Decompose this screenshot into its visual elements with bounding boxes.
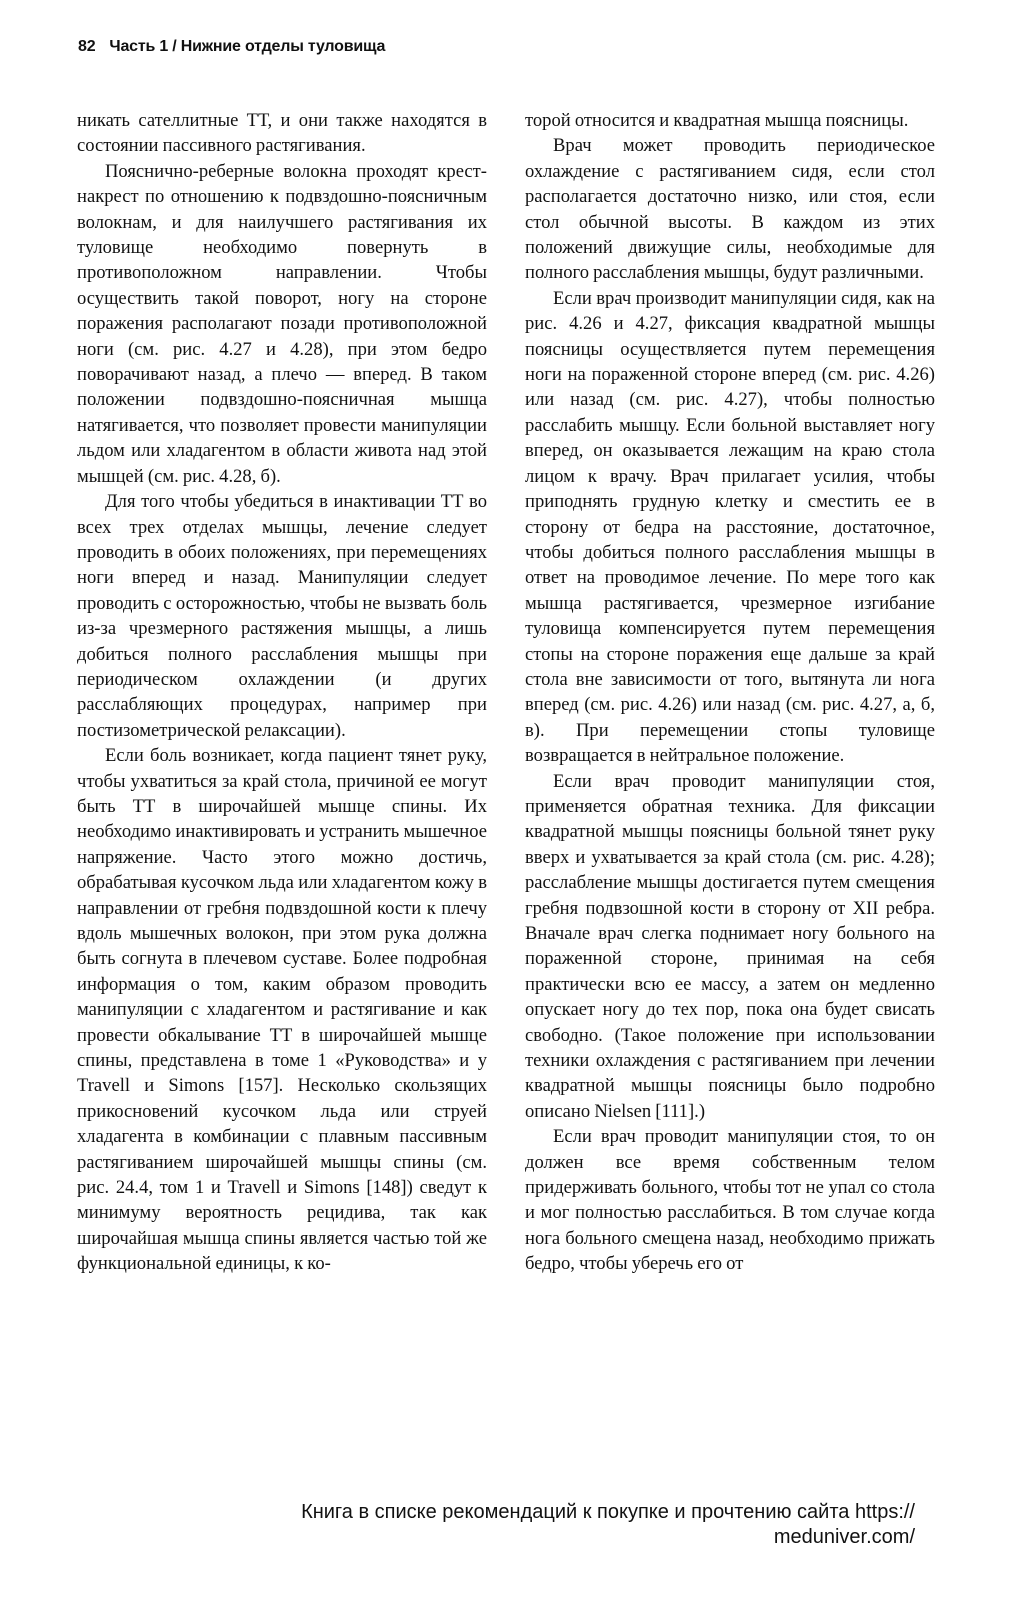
paragraph: торой относится и квадратная мышца поясницы. [525,110,909,131]
page-number: 82 [78,38,96,55]
paragraph: никать сателлитные ТТ, и они также находятся в состоянии пассивного растягивания. [77,110,487,157]
paragraph: Если врач проводит манипуляции стоя, то он должен все время собственным телом придерживать больного, чтобы тот не упал со стола и мог полностью расслабиться. В том случае когда нога больного смещена назад, необходимо прижать бедро, чтобы уберечь его от [525,1126,935,1275]
running-title: Часть 1 / Нижние отделы туловища [109,38,386,55]
right-column [525,108,935,1277]
paragraph: Если врач проводит манипуляции стоя, применяется обратная техника. Для фиксации квадратной мышцы поясницы больной тянет руку вверх и ухватывается за край стола (см. рис. 4.28); расслабление мышцы достигается путем смещения гребня подвзошной кости в сторону от XII ребра. Вначале врач слегка поднимает ногу больного на пораженной стороне, принимая на себя практически всю ее массу, а затем он медленно опускает ногу до тех пор, пока она будет свисать свободно. (Такое положение при использовании техники охлаждения с растягиванием при лечении квадратной мышцы поясницы было подробно описано Nielsen [111].) [525,770,935,1122]
paragraph: Для того чтобы убедиться в инактивации ТТ во всех трех отделах мышцы, лечение следует проводить в обоих положениях, при перемещениях ноги вперед и назад. Манипуляции следует проводить с осторожностью, чтобы не вызвать боль из-за чрезмерного растяжения мышцы, а лишь добиться полного расслабления мышцы при периодическом охлаждении (и других расслабляющих процедурах, например при постизометрической релаксации). [77,491,487,741]
paragraph: Врач может проводить периодическое охлаждение с растягиванием сидя, если стол располагается достаточно низко, или стоя, если стол обычной высоты. В каждом из этих положений движущие силы, необходимые для полного расслабления мышцы, будут различными. [525,135,935,284]
running-head [78,38,385,56]
footer-link-text: meduniver.com/ [773,1526,915,1548]
paragraph: Пояснично-реберные волокна проходят крест-накрест по отношению к подвздошно-поясничным волокнам, и для наилучшего растягивания их туловище необходимо повернуть в противоположном направлении. Чтобы осуществить такой поворот, ногу на стороне поражения располагают позади противоположной ноги (см. рис. 4.27 и 4.28), при этом бедро поворачивают назад, а плечо — вперед. В таком положении подвздошно-поясничная мышца натягивается, что позволяет провести манипуляции льдом или хладагентом в области живота над этой мышцей (см. рис. 4.28, б). [77,160,487,487]
left-column [77,108,487,1277]
paragraph: Если врач производит манипуляции сидя, как на рис. 4.26 и 4.27, фиксация квадратной мышцы поясницы осуществляется путем перемещения ноги на пораженной стороне вперед (см. рис. 4.26) или назад (см. рис. 4.27), чтобы полностью расслабить мышцу. Если больной выставляет ногу вперед, он оказывается лежащим на краю стола лицом к врачу. Врач прилагает усилия, чтобы приподнять грудную клетку и сместить ее в сторону от бедра на расстояние, достаточное, чтобы добиться полного расслабления мышцы в ответ на проводимое лечение. По мере того как мышца растягивается, чрезмерное изгибание туловища компенсируется путем перемещения стопы на стороне поражения еще дальше за край стола вне зависимости от того, вытянута ли нога вперед (см. рис. 4.26) или назад (см. рис. 4.27, а, б, в). При перемещении стопы туловище возвращается в нейтральное положение. [525,287,935,767]
site-footer-note [301,1500,915,1550]
paragraph: Если боль возникает, когда пациент тянет руку, чтобы ухватиться за край стола, причиной ее могут быть ТТ в широчайшей мышце спины. Их необходимо инактивировать и устранить мышечное напряжение. Часто этого можно достичь, обрабатывая кусочком льда или хладагентом кожу в направлении от гребня подвздошной кости к плечу вдоль мышечных волокон, при этом рука должна быть согнута в плечевом суставе. Более подробная информация о том, каким образом проводить манипуляции с хладагентом и растягивание и как провести обкалывание ТТ в широчайшей мышце спины, представлена в томе 1 «Руководства» и у Travell и Simons [157]. Несколько скользящих прикосновений кусочком льда или струей хладагента в комбинации с плавным пассивным растягиванием широчайшей мышцы спины (см. рис. 24.4, том 1 и Travell и Simons [148]) сведут к минимуму вероятность рецидива, так как широчайшая мышца спины является частью той же функциональной единицы, к ко- [77,745,487,1275]
footer-line: Книга в списке рекомендаций к покупке и прочтению сайта https:// [301,1501,915,1523]
